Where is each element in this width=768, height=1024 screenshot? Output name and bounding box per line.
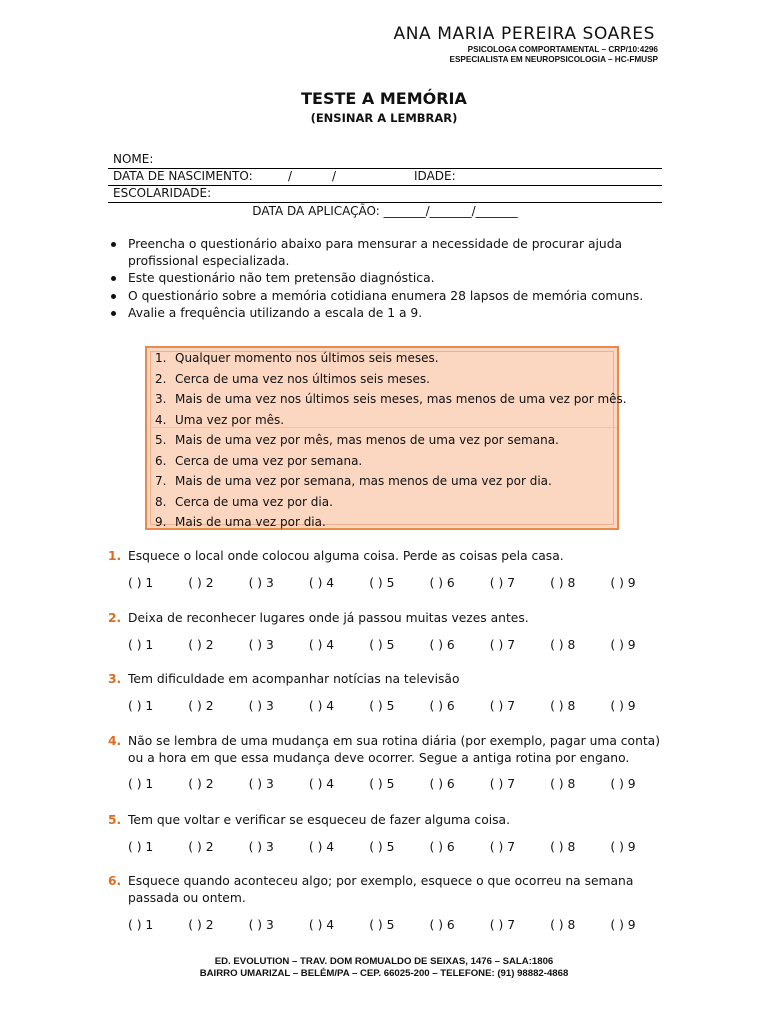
answer-option-3[interactable]: ( ) 3 [248,777,274,791]
scale-text: Mais de uma vez nos últimos seis meses, mas menos de uma vez por mês. [175,392,627,406]
scale-text: Cerca de uma vez por dia. [175,494,333,509]
author-specialty: ESPECIALISTA EM NEUROPSICOLOGIA – HC-FMUSP [449,55,658,64]
scale-item [155,410,284,430]
instructions-list [108,236,668,323]
question-number: 5. [108,813,122,827]
answer-option-5[interactable]: ( ) 5 [369,918,395,932]
answer-option-9[interactable]: ( ) 9 [610,699,636,713]
answer-option-5[interactable]: ( ) 5 [369,699,395,713]
answer-option-4[interactable]: ( ) 4 [308,576,335,590]
answer-option-4[interactable]: ( ) 4 [308,840,335,854]
answer-option-7[interactable]: ( ) 7 [489,777,516,791]
answer-option-6[interactable]: ( ) 6 [429,699,455,713]
answer-option-2[interactable]: ( ) 2 [188,918,214,932]
question-number: 3. [108,672,122,686]
question-5 [108,812,668,829]
answer-option-9[interactable]: ( ) 9 [610,576,636,590]
scale-number: 2. [155,371,167,386]
question-number: 1. [108,549,122,563]
education-label: ESCOLARIDADE: [113,186,212,200]
footer-contact: BAIRRO UMARIZAL – BELÉM/PA – CEP. 66025-200 – TELEFONE: (91) 98882-4868 [199,968,569,979]
scale-number: 3. [155,392,167,406]
answer-option-9[interactable]: ( ) 9 [610,638,636,652]
answer-option-2[interactable]: ( ) 2 [188,638,214,652]
question-text: Tem dificuldade em acompanhar notícias na televisão [128,672,460,686]
name-label: NOME: [113,152,154,166]
footer-address: ED. EVOLUTION – TRAV. DOM ROMUALDO DE SEIXAS, 1476 – SALA:1806 [214,956,554,967]
identification-form [108,152,662,219]
answer-option-7[interactable]: ( ) 7 [489,699,516,713]
answer-option-2[interactable]: ( ) 2 [188,576,214,590]
answer-option-7[interactable]: ( ) 7 [489,638,516,652]
answer-option-1[interactable]: ( ) 1 [128,918,154,932]
question-3 [108,671,668,688]
answer-option-1[interactable]: ( ) 1 [128,638,154,652]
answer-option-5[interactable]: ( ) 5 [369,840,395,854]
answer-option-3[interactable]: ( ) 3 [248,699,274,713]
scale-text: Cerca de uma vez por semana. [175,453,363,468]
question-number: 4. [108,734,122,748]
answer-option-1[interactable]: ( ) 1 [128,777,154,791]
author-name: ANA MARIA PEREIRA SOARES [393,24,655,44]
scale-text: Qualquer momento nos últimos seis meses. [175,351,439,365]
question-4 [108,733,668,767]
frequency-scale-box [145,346,627,530]
scale-item [155,451,362,471]
question-text: Esquece quando aconteceu algo; por exemplo, esquece o que ocorreu na semana passada ou ontem. [128,874,634,905]
answer-option-6[interactable]: ( ) 6 [429,576,455,590]
answer-option-8[interactable]: ( ) 8 [550,576,576,590]
date-separator: / [288,169,293,183]
scale-number: 8. [155,494,167,509]
scale-number: 1. [155,351,167,365]
instruction-item: Preencha o questionário abaixo para mensurar a necessidade de procurar ajuda profissional especializada. [108,236,668,269]
education-field[interactable] [108,186,662,203]
name-field[interactable] [108,152,662,169]
answer-option-3[interactable]: ( ) 3 [248,840,274,854]
answer-option-4[interactable]: ( ) 4 [308,638,335,652]
answer-option-9[interactable]: ( ) 9 [610,840,636,854]
question-text: Deixa de reconhecer lugares onde já passou muitas vezes antes. [128,611,529,625]
scale-item [155,389,627,409]
answer-option-6[interactable]: ( ) 6 [429,777,455,791]
question-number: 6. [108,874,122,888]
answer-option-4[interactable]: ( ) 4 [308,777,335,791]
answer-option-4[interactable]: ( ) 4 [308,918,335,932]
answer-option-1[interactable]: ( ) 1 [128,576,154,590]
scale-item [155,369,430,389]
answer-option-4[interactable]: ( ) 4 [308,699,335,713]
question-2 [108,610,668,627]
scale-number: 6. [155,453,167,468]
answer-option-5[interactable]: ( ) 5 [369,777,395,791]
answer-option-2[interactable]: ( ) 2 [188,777,214,791]
question-text: Tem que voltar e verificar se esqueceu de fazer alguma coisa. [128,813,510,827]
scale-text: Uma vez por mês. [175,412,285,427]
answer-option-7[interactable]: ( ) 7 [489,576,516,590]
answer-option-8[interactable]: ( ) 8 [550,777,576,791]
birthdate-field[interactable] [108,169,662,186]
answer-option-8[interactable]: ( ) 8 [550,840,576,854]
question-text: Não se lembra de uma mudança em sua rotina diária (por exemplo, pagar uma conta) ou a hora em que essa mudança deve ocorrer. Segue a antiga rotina por engano. [128,734,661,765]
answer-option-8[interactable]: ( ) 8 [550,918,576,932]
scale-item [155,471,552,491]
scale-item [155,430,559,450]
answer-option-3[interactable]: ( ) 3 [248,576,274,590]
author-credential: PSICOLOGA COMPORTAMENTAL – CRP/10:4296 [467,45,658,54]
scale-text: Cerca de uma vez nos últimos seis meses. [175,371,430,386]
instruction-item: O questionário sobre a memória cotidiana enumera 28 lapsos de memória comuns. [108,288,668,305]
answer-option-8[interactable]: ( ) 8 [550,638,576,652]
scale-number: 4. [155,412,167,427]
application-date-field[interactable]: DATA DA APLICAÇÃO: _______/_______/_______ [252,204,518,218]
birthdate-label: DATA DE NASCIMENTO: [113,169,253,183]
answer-option-7[interactable]: ( ) 7 [489,840,516,854]
scale-number: 5. [155,433,167,447]
answer-option-9[interactable]: ( ) 9 [610,918,636,932]
answer-option-3[interactable]: ( ) 3 [248,638,274,652]
answer-option-9[interactable]: ( ) 9 [610,777,636,791]
page-subtitle: (ENSINAR A LEMBRAR) [310,111,458,125]
answer-option-2[interactable]: ( ) 2 [188,699,214,713]
answer-option-5[interactable]: ( ) 5 [369,638,395,652]
page-title: TESTE A MEMÓRIA [301,89,467,108]
instruction-item: Este questionário não tem pretensão diagnóstica. [108,270,668,287]
scale-item [155,512,326,532]
date-separator: / [332,169,337,183]
instruction-item: Avalie a frequência utilizando a escala de 1 a 9. [108,305,668,322]
answer-option-2[interactable]: ( ) 2 [188,840,214,854]
answer-option-8[interactable]: ( ) 8 [550,699,576,713]
question-1 [108,548,668,565]
question-6 [108,873,668,907]
scale-item [155,492,333,512]
scale-number: 9. [155,515,167,529]
question-number: 2. [108,611,122,625]
answer-option-6[interactable]: ( ) 6 [429,840,455,854]
scale-number: 7. [155,474,167,488]
scale-text: Mais de uma vez por dia. [175,515,326,529]
scale-text: Mais de uma vez por semana, mas menos de uma vez por dia. [175,474,552,488]
scale-text: Mais de uma vez por mês, mas menos de uma vez por semana. [175,433,559,447]
answer-option-3[interactable]: ( ) 3 [248,918,274,932]
answer-option-7[interactable]: ( ) 7 [489,918,516,932]
scale-item [155,348,439,368]
age-label: IDADE: [414,169,456,183]
answer-option-5[interactable]: ( ) 5 [369,576,395,590]
answer-option-1[interactable]: ( ) 1 [128,699,154,713]
answer-option-6[interactable]: ( ) 6 [429,638,455,652]
question-text: Esquece o local onde colocou alguma coisa. Perde as coisas pela casa. [128,549,564,563]
answer-option-6[interactable]: ( ) 6 [429,918,455,932]
answer-option-1[interactable]: ( ) 1 [128,840,154,854]
